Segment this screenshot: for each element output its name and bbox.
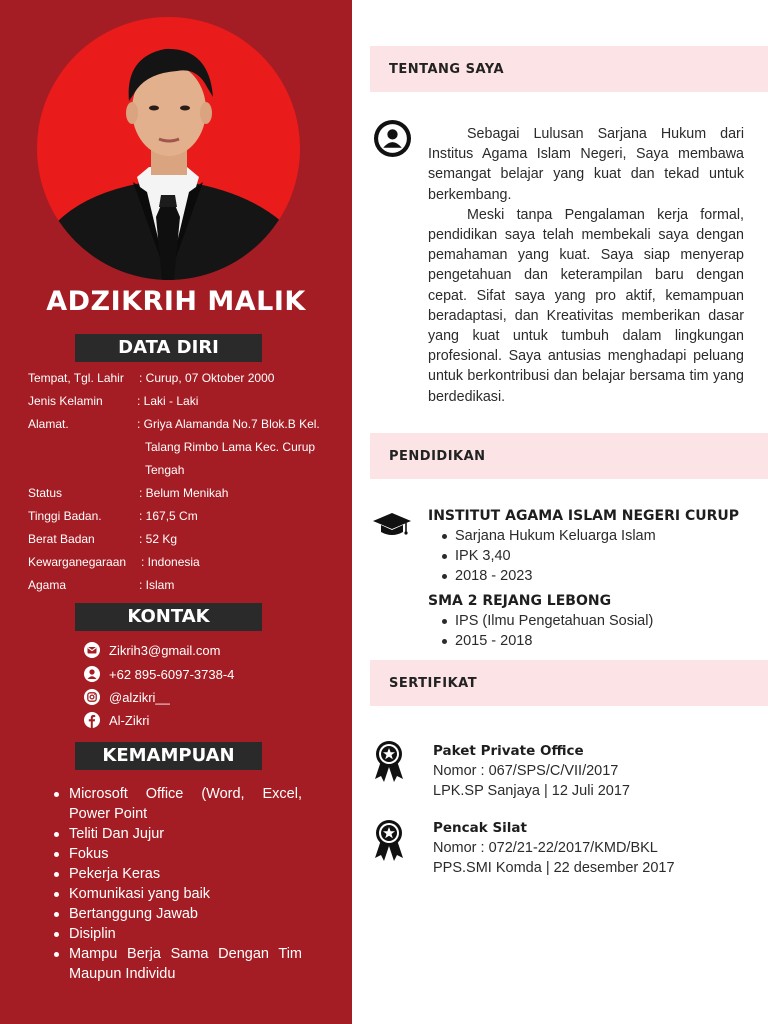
user-icon: [84, 666, 100, 682]
label-tinggi: Tinggi Badan.: [28, 509, 102, 523]
value-jenis-kelamin: : Laki - Laki: [137, 394, 199, 408]
label-kewarganegaraan: Kewarganegaraan: [28, 555, 127, 569]
education-detail: Sarjana Hukum Keluarga Islam: [440, 526, 739, 546]
skill-item: Pekerja Keras: [52, 864, 302, 884]
contact-instagram-text: @alzikri__: [109, 689, 170, 705]
skills-list: [52, 784, 302, 984]
label-status: Status: [28, 486, 63, 500]
certificate-issuer: PPS.SMI Komda | 22 desember 2017: [433, 860, 675, 876]
skill-item: Mampu Berja Sama Dengan Tim Maupun Individu: [52, 944, 302, 984]
section-header-tentang-saya: TENTANG SAYA: [370, 46, 768, 92]
value-alamat-line2: Talang Rimbo Lama Kec. Curup: [145, 440, 316, 454]
envelope-icon: [84, 642, 100, 658]
value-status: : Belum Menikah: [139, 486, 229, 500]
contact-email[interactable]: [84, 641, 220, 659]
award-ribbon-icon: [372, 739, 406, 783]
section-header-sertifikat: SERTIFIKAT: [370, 660, 768, 706]
value-agama: : Islam: [139, 578, 175, 592]
value-tinggi: : 167,5 Cm: [139, 509, 198, 523]
label-berat: Berat Badan: [28, 532, 95, 546]
section-label-data-diri: DATA DIRI: [75, 334, 262, 362]
skill-item: Komunikasi yang baik: [52, 884, 302, 904]
value-ttl: : Curup, 07 Oktober 2000: [139, 371, 275, 385]
instagram-icon: [84, 689, 100, 705]
skill-item: Bertanggung Jawab: [52, 904, 302, 924]
contact-facebook-text: Al-Zikri: [109, 712, 150, 728]
certificate-number: Nomor : 067/SPS/C/VII/2017: [433, 763, 619, 779]
education-detail: IPS (Ilmu Pengetahuan Sosial): [440, 611, 653, 631]
label-ttl: Tempat, Tgl. Lahir: [28, 371, 124, 385]
certificate-entry-2: [433, 818, 675, 878]
education-detail: 2018 - 2023: [440, 566, 739, 586]
school-name: INSTITUT AGAMA ISLAM NEGERI CURUP: [428, 508, 740, 524]
about-text: [428, 124, 744, 407]
contact-instagram[interactable]: [84, 688, 170, 706]
facebook-icon: [84, 712, 100, 728]
school-name: SMA 2 REJANG LEBONG: [428, 593, 612, 609]
education-entry-1: [428, 508, 739, 586]
certificate-title: Paket Private Office: [433, 743, 584, 759]
skill-item: Microsoft Office (Word, Excel, Power Point: [52, 784, 302, 824]
about-paragraph-1: Sebagai Lulusan Sarjana Hukum dari Institus Agama Islam Negeri, Saya membawa semangat belajar yang kuat dan tekad untuk berkembang.: [428, 126, 744, 203]
education-detail: IPK 3,40: [440, 546, 739, 566]
certificate-issuer: LPK.SP Sanjaya | 12 Juli 2017: [433, 783, 630, 799]
contact-email-text: Zikrih3@gmail.com: [109, 642, 221, 658]
skill-item: Disiplin: [52, 924, 302, 944]
education-detail: 2015 - 2018: [440, 631, 653, 651]
contact-phone[interactable]: [84, 665, 234, 683]
value-alamat-line3: Tengah: [145, 463, 185, 477]
graduation-cap-icon: [372, 510, 412, 538]
education-entry-2: [428, 593, 653, 651]
sidebar: [0, 0, 352, 1024]
label-agama: Agama: [28, 578, 67, 592]
certificate-title: Pencak Silat: [433, 820, 527, 836]
full-name: ADZIKRIH MALIK: [46, 286, 306, 317]
certificate-entry-1: [433, 741, 630, 801]
section-label-kontak: KONTAK: [75, 603, 262, 631]
label-alamat: Alamat.: [28, 417, 69, 431]
profile-photo: [37, 17, 300, 280]
section-label-kemampuan: KEMAMPUAN: [75, 742, 262, 770]
contact-phone-text: +62 895-6097-3738-4: [109, 666, 235, 682]
label-jenis-kelamin: Jenis Kelamin: [28, 394, 103, 408]
value-alamat: : Griya Alamanda No.7 Blok.B Kel.: [137, 417, 320, 431]
skill-item: Fokus: [52, 844, 302, 864]
certificate-number: Nomor : 072/21-22/2017/KMD/BKL: [433, 840, 658, 856]
skill-item: Teliti Dan Jujur: [52, 824, 302, 844]
contact-facebook[interactable]: [84, 711, 149, 729]
value-berat: : 52 Kg: [139, 532, 178, 546]
about-paragraph-2: Meski tanpa Pengalaman kerja formal, pendidikan saya telah membekali saya dengan pemahaman yang kuat. Saya siap menyerap pengetahuan dan keterampilan baru dengan cepat. Sifat saya yang pro aktif, kemampuan beradaptasi, dan Kreativitas memberikan dasar yang kuat untuk tumbuh dalam lingkungan profesional. Saya antusias menghadapi peluang untuk berkontribusi dan belajar bersama tim yang berdedikasi.: [428, 206, 744, 405]
award-ribbon-icon: [372, 818, 406, 862]
value-kewarganegaraan: : Indonesia: [141, 555, 200, 569]
section-header-pendidikan: PENDIDIKAN: [370, 433, 768, 479]
person-circle-icon: [374, 120, 411, 157]
